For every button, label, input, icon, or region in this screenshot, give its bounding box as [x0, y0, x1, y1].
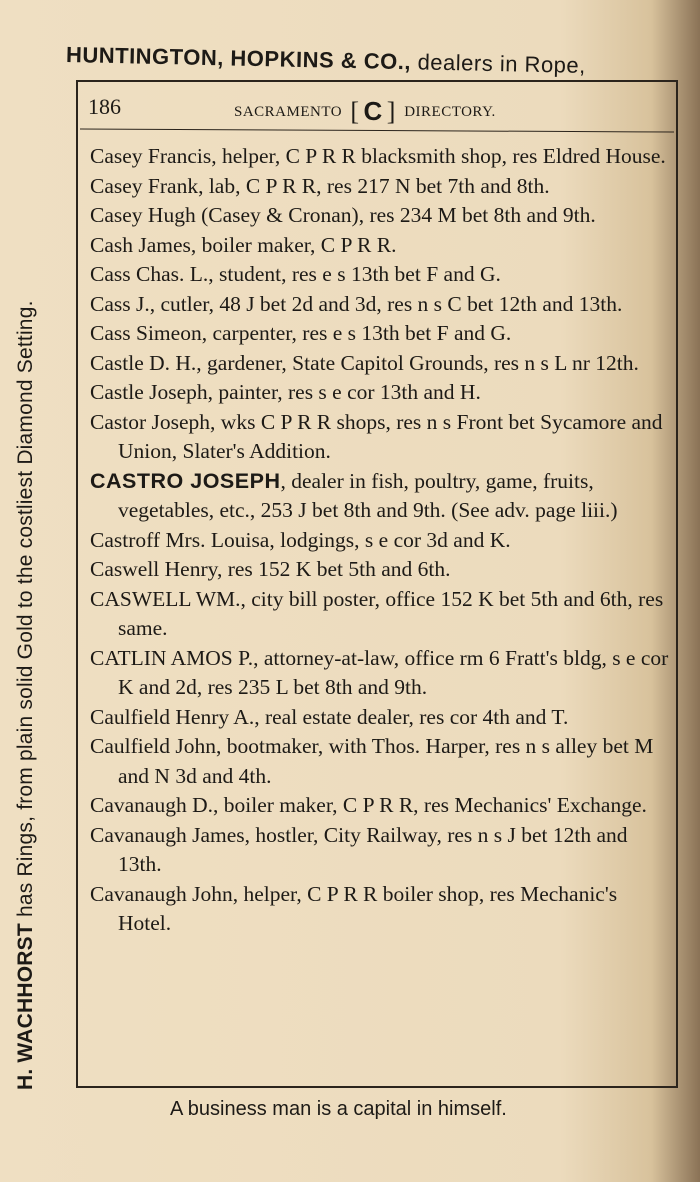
header-directory: DIRECTORY.: [404, 104, 496, 120]
entry-name: Casey Hugh: [90, 203, 196, 227]
entry-name: Cash James: [90, 232, 191, 257]
entry-details: , attorney-at-law, office rm 6 Fratt's bldg, s e cor K and 2d, res 235 L bet 8th and 9th.: [118, 645, 669, 699]
directory-entry: [90, 201, 670, 231]
entry-name: Castle Joseph: [90, 380, 208, 404]
directory-entry: [90, 555, 670, 585]
entry-details: , lab, C P R R, res 217 N bet 7th and 8th.: [198, 173, 550, 198]
entry-details: , helper, C P R R blacksmith shop, res Eldred House.: [211, 144, 666, 168]
entry-details: , bootmaker, with Thos. Harper, res n s alley bet M and N 3d and 4th.: [118, 734, 654, 788]
entry-name: Cass J.: [90, 291, 150, 316]
entry-name: Castor Joseph: [90, 409, 211, 434]
directory-entry: [90, 585, 670, 644]
entry-name: Cavanaugh D.: [90, 793, 213, 817]
directory-entry: [90, 526, 670, 556]
bottom-advertisement: A business man is a capital in himself.: [170, 1098, 507, 1120]
entry-details: (Casey & Cronan), res 234 M bet 8th and 9th.: [195, 203, 596, 227]
entry-name: CATLIN AMOS P.: [90, 645, 254, 670]
side-ad-text: has Rings, from plain solid Gold to the costliest Diamond Setting.: [14, 300, 37, 924]
directory-entry: [90, 290, 670, 320]
directory-entry: [90, 821, 670, 880]
directory-entry: [90, 732, 670, 791]
directory-entry: [90, 319, 670, 349]
entry-details: , carpenter, res e s 13th bet F and G.: [201, 321, 512, 345]
entry-name: Casey Frank: [90, 173, 199, 198]
side-ad-name: H. WACHHORST: [14, 923, 37, 1090]
left-bracket: [: [350, 97, 360, 126]
entry-details: , real estate dealer, res cor 4th and T.: [254, 704, 569, 729]
entry-details: , city bill poster, office 152 K bet 5th and 6th, res same.: [118, 586, 664, 640]
entry-details: , lodgings, s e cor 3d and K.: [269, 527, 511, 552]
entry-name: Cass Chas. L.: [90, 262, 209, 286]
entry-details: , dealer in fish, poultry, game, fruits, vegetables, etc., 253 J bet 8th and 9th. (See adv. page liii.): [118, 468, 618, 522]
directory-entry: [90, 260, 670, 290]
entry-name: Castle D. H.: [90, 350, 197, 375]
entry-details: , res 152 K bet 5th and 6th.: [216, 557, 451, 581]
directory-entries: [90, 142, 670, 939]
entry-details: , boiler maker, C P R R.: [190, 232, 397, 257]
entry-details: , gardener, State Capitol Grounds, res n s L nr 12th.: [196, 350, 639, 375]
page-header: [88, 88, 668, 124]
entry-name: Cavanaugh John: [90, 881, 233, 906]
entry-name: CASWELL WM.: [90, 586, 241, 611]
directory-entry: [90, 378, 670, 408]
top-ad-text: dealers in Rope,: [410, 49, 587, 78]
directory-entry: [90, 791, 670, 821]
page-number: 186: [88, 94, 121, 119]
entry-name: Cass Simeon: [90, 321, 202, 345]
entry-name: Cavanaugh James: [90, 822, 245, 847]
entry-details: , student, res e s 13th bet F and G.: [208, 262, 501, 286]
top-ad-company: HUNTINGTON, HOPKINS & CO.,: [65, 42, 412, 75]
entry-name: Casey Francis: [90, 144, 212, 168]
entry-details: , helper, C P R R boiler shop, res Mechanic's Hotel.: [118, 881, 618, 935]
directory-entry: [90, 880, 670, 939]
entry-details: , hostler, City Railway, res n s J bet 12th and 13th.: [118, 822, 628, 876]
directory-entry: [90, 142, 670, 172]
entry-name: Caulfield John: [90, 734, 216, 758]
directory-entry: [90, 172, 670, 202]
directory-entry: [90, 408, 670, 467]
directory-entry: [90, 467, 670, 526]
running-title: [234, 96, 496, 127]
entry-details: , wks C P R R shops, res n s Front bet Sycamore and Union, Slater's Addition.: [118, 409, 663, 463]
entry-name: Caswell Henry: [90, 557, 217, 581]
entry-details: , cutler, 48 J bet 2d and 3d, res n s C bet 12th and 13th.: [149, 291, 623, 316]
header-city: SACRAMENTO: [234, 104, 343, 120]
section-letter: C: [363, 96, 383, 126]
entry-name: Castroff Mrs. Louisa: [90, 527, 270, 552]
side-advertisement: [14, 80, 54, 1090]
entry-details: , painter, res s e cor 13th and H.: [207, 380, 481, 404]
entry-name: Caulfield Henry A.: [90, 704, 255, 729]
directory-entry: [90, 644, 670, 703]
directory-entry: [90, 703, 670, 733]
directory-entry: [90, 231, 670, 261]
right-bracket: ]: [386, 97, 396, 126]
entry-name: CASTRO JOSEPH: [90, 468, 281, 493]
directory-entry: [90, 349, 670, 379]
top-advertisement: [66, 42, 686, 81]
entry-details: , boiler maker, C P R R, res Mechanics' Exchange.: [213, 793, 647, 817]
